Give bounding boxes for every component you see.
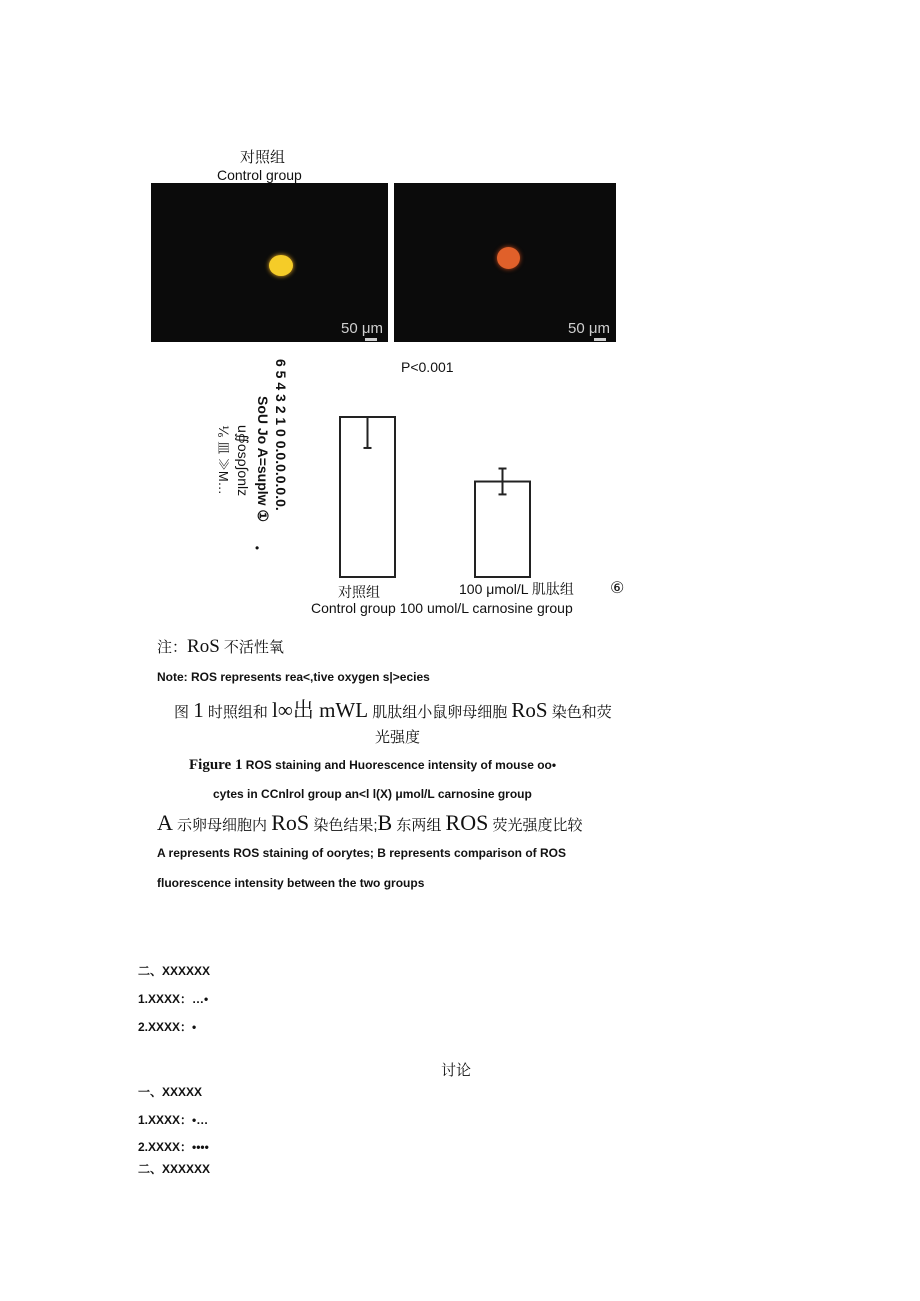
x-axis-caption-en: Control group 100 umol/L carnosine group	[311, 600, 573, 616]
discussion-1-title: 一、XXXXX	[138, 1085, 203, 1099]
oocyte-fluorescence-dot	[269, 255, 293, 276]
microscopy-panel-control	[151, 183, 388, 342]
fig-cn-c: 时照组和	[203, 704, 273, 721]
note-cn-rest: 不活性氧	[219, 639, 284, 656]
y-axis-label-line1: SoU Jo A=suplw ①	[255, 396, 271, 522]
fig-cn-b: 1	[193, 698, 204, 722]
ab-cn-b: 示卵母细胞内	[172, 817, 272, 834]
circled-number-mark: ⑥	[610, 580, 625, 597]
y-axis-label-line3: ⅟₆ 皿 ≫M…	[216, 425, 231, 495]
bar2-category-label: 100 μmol/L 肌肽组	[459, 581, 574, 597]
ab-caption-cn	[157, 810, 583, 836]
bar-chart	[320, 400, 560, 580]
scale-bar	[365, 338, 377, 341]
figure-header-en: Control group	[217, 167, 302, 183]
y-axis-dot: •	[255, 541, 260, 555]
oocyte-fluorescence-dot	[497, 247, 520, 269]
ab-cn-c: RoS	[271, 810, 310, 835]
note-cn-prefix: 注：	[157, 639, 188, 656]
p-value-label: P<0.001	[401, 359, 454, 375]
ab-cn-g: ROS	[445, 810, 489, 835]
discussion-1-item-2: 2.XXXX：••••	[138, 1140, 209, 1154]
y-axis-label-line2: u∯osρ∫onlz	[235, 425, 251, 497]
figure-caption-en-line1	[189, 757, 556, 774]
fig-cn-g: 染色和荧	[547, 704, 612, 721]
y-axis-ticks: 6 5 4 3 2 1 0 0.0.0.0.0.0.	[273, 359, 289, 511]
ab-cn-a: A	[157, 810, 173, 835]
fig-cn-a: 图	[174, 704, 190, 721]
discussion-2-title: 二、XXXXXX	[138, 1162, 211, 1176]
bar1-category-label: 对照组	[338, 584, 380, 600]
section-2-item-1: 1.XXXX：…•	[138, 992, 209, 1006]
scale-bar	[594, 338, 606, 341]
fig-cn-d: l∞出 mWL	[272, 698, 369, 722]
ab-caption-en-line1: A represents ROS staining of oorytes; B represents comparison of ROS	[157, 846, 566, 860]
discussion-heading: 讨论	[441, 1062, 472, 1079]
ab-caption-en-line2: fluorescence intensity between the two groups	[157, 876, 425, 890]
figure-caption-en-line2: cytes in CCnlrol group an<l l(X) μmol/L carnosine group	[213, 787, 532, 801]
discussion-1-item-1: 1.XXXX：•…	[138, 1113, 209, 1127]
ab-cn-e: B	[377, 810, 393, 835]
section-2-item-2: 2.XXXX：•	[138, 1020, 197, 1034]
fig-cn-e: 肌肽组小鼠卵母细胞	[368, 704, 512, 721]
scale-bar-label: 50 μm	[341, 320, 383, 337]
fig-cn-f: RoS	[511, 698, 548, 722]
figure-caption-cn-line2: 光强度	[375, 729, 421, 746]
note-cn-ros: RoS	[187, 636, 220, 657]
ab-cn-h: 荧光强度比较	[488, 817, 583, 834]
fig-en-text: ROS staining and Huorescence intensity of mouse oo•	[242, 758, 557, 772]
figure-header-cn: 对照组	[240, 149, 286, 166]
ab-cn-d: 染色结果;	[309, 817, 378, 834]
microscopy-panel-carnosine	[394, 183, 616, 342]
scale-bar-label: 50 μm	[568, 320, 610, 337]
fig-en-prefix: Figure 1	[189, 757, 243, 773]
ab-cn-f: 东两组	[392, 817, 446, 834]
figure-caption-cn	[174, 694, 612, 724]
bar-2	[475, 482, 530, 577]
note-cn	[157, 636, 284, 658]
section-2-title: 二、XXXXXX	[138, 964, 211, 978]
note-en: Note: ROS represents rea<,tive oxygen s|>ecies	[157, 670, 430, 684]
